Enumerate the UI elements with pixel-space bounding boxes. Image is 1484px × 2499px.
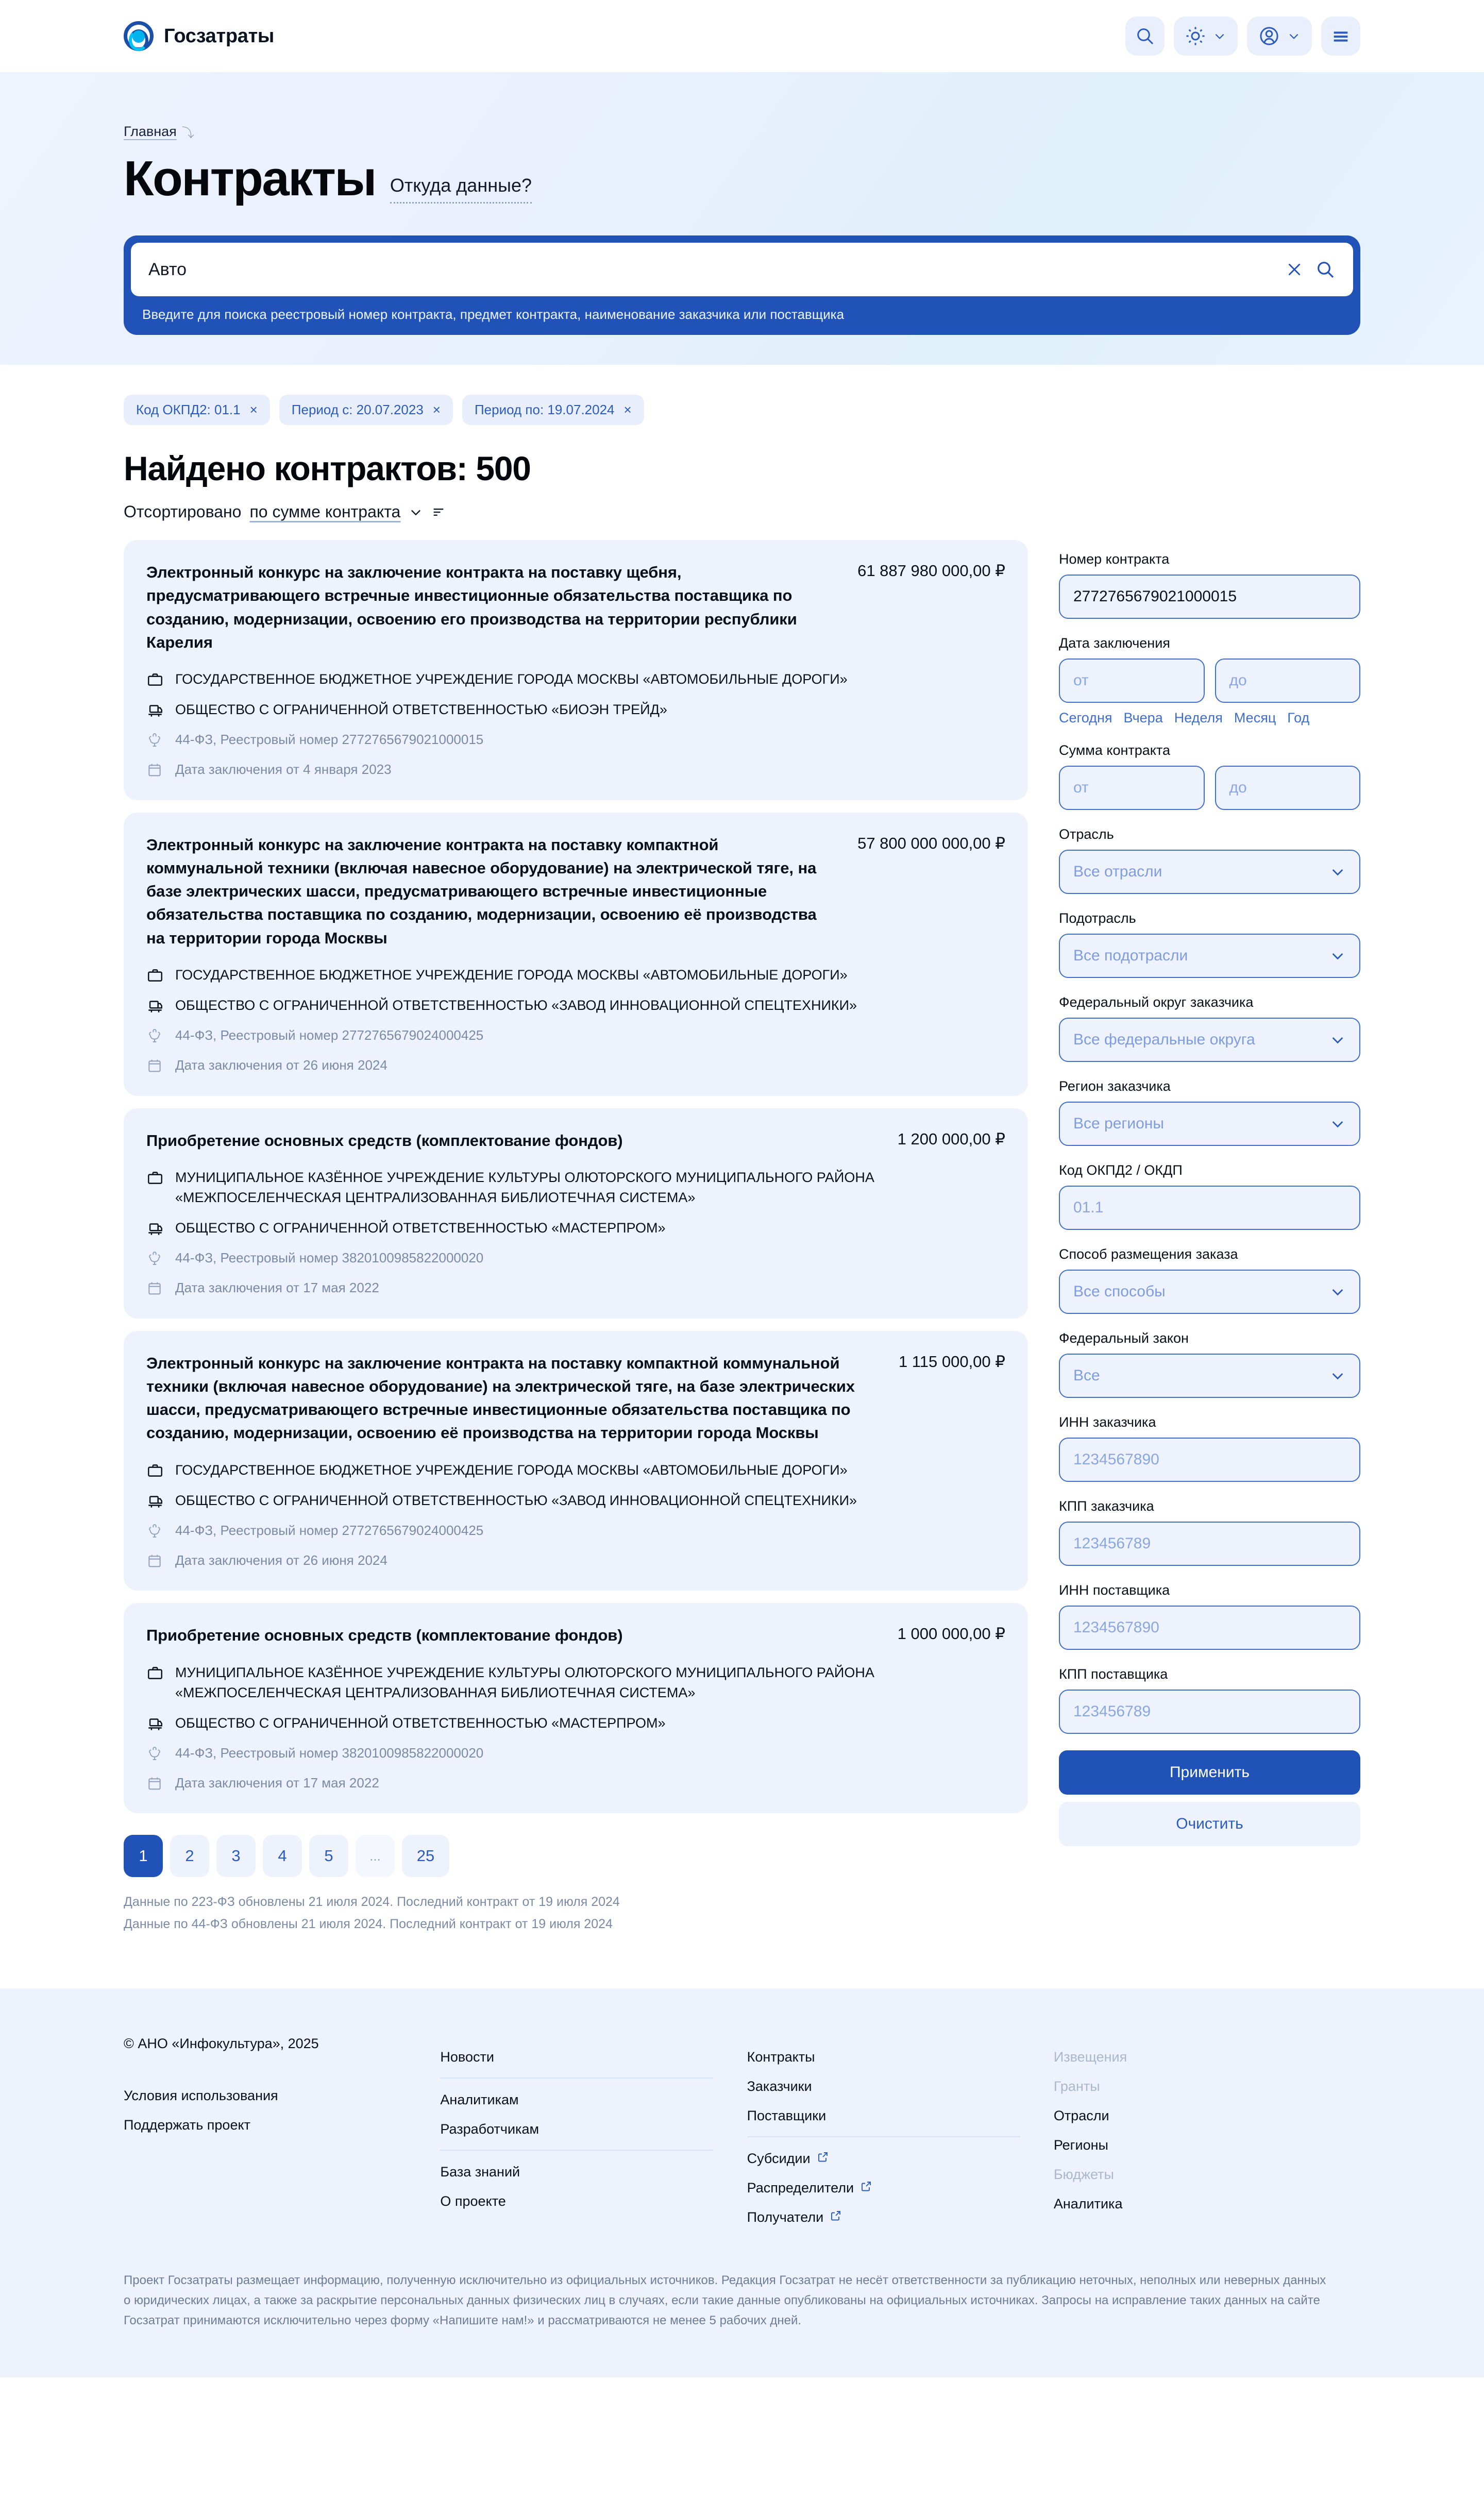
contract-card[interactable] (124, 1603, 1028, 1813)
footer-link[interactable] (747, 2065, 1054, 2095)
calendar-icon (146, 762, 164, 779)
contract-law-number: 44-ФЗ, Реестровый номер 3820100985822000020 (175, 1250, 484, 1266)
brand-name: Госзатраты (164, 25, 275, 47)
account-icon (1258, 25, 1280, 47)
footer-link-label: Поставщики (747, 2108, 827, 2124)
brand-logo[interactable] (124, 21, 274, 51)
filter-customer-inn (1059, 1414, 1360, 1482)
contract-customer-row (146, 1663, 1005, 1703)
supplier-name[interactable]: ОБЩЕСТВО С ОГРАНИЧЕННОЙ ОТВЕТСТВЕННОСТЬЮ «ЗАВОД ИННОВАЦИОННОЙ СПЕЦТЕХНИКИ» (175, 998, 857, 1014)
contract-supplier-row (146, 995, 1005, 1016)
placeholder-text: 1234567890 (1073, 1619, 1159, 1636)
filter-label: КПП заказчика (1059, 1498, 1154, 1514)
page-body (0, 365, 1484, 1932)
contract-customer-row (146, 669, 1005, 689)
contract-date-row (146, 760, 1005, 780)
factory-icon (146, 1492, 164, 1510)
filter-customer-kpp (1059, 1498, 1360, 1566)
filter-federal-district (1059, 994, 1360, 1062)
footer-link[interactable] (747, 2137, 1054, 2167)
filter-chip[interactable] (279, 395, 453, 425)
contract-law-row (146, 1248, 1005, 1268)
filter-label: Код ОКПД2 / ОКДП (1059, 1162, 1183, 1178)
customer-name[interactable]: ГОСУДАРСТВЕННОЕ БЮДЖЕТНОЕ УЧРЕЖДЕНИЕ ГОРОДА МОСКВЫ «АВТОМОБИЛЬНЫЕ ДОРОГИ» (175, 1462, 848, 1478)
chip-label: Период с: 20.07.2023 (291, 402, 424, 417)
supplier-kpp-input[interactable] (1059, 1690, 1360, 1734)
select-value: Все федеральные округа (1073, 1031, 1255, 1048)
footer-link[interactable] (440, 2036, 747, 2065)
chevron-down-icon (1329, 948, 1346, 964)
footer-link-label: Аналитика (1053, 2196, 1123, 2212)
account-menu[interactable] (1247, 16, 1312, 56)
customer-kpp-input[interactable] (1059, 1522, 1360, 1566)
chevron-down-icon (1329, 1284, 1346, 1300)
select-value: Все регионы (1073, 1115, 1164, 1132)
contract-card[interactable] (124, 1108, 1028, 1319)
footer-link[interactable] (440, 2079, 747, 2108)
pagination-page[interactable]: 5 (309, 1835, 348, 1877)
supplier-name[interactable]: ОБЩЕСТВО С ОГРАНИЧЕННОЙ ОТВЕТСТВЕННОСТЬЮ «ЗАВОД ИННОВАЦИОННОЙ СПЕЦТЕХНИКИ» (175, 1492, 857, 1508)
search-icon (1135, 26, 1155, 46)
footer-link[interactable] (440, 2108, 747, 2137)
contract-title[interactable]: Приобретение основных средств (комплектование фондов) (146, 1626, 623, 1645)
filter-label: Подотрасль (1059, 910, 1136, 926)
footer-link[interactable] (1054, 2153, 1360, 2183)
footer-link[interactable] (440, 2151, 747, 2180)
region-select[interactable] (1059, 1102, 1360, 1146)
footer-link-label: Субсидии (747, 2151, 811, 2167)
page-footer (0, 1988, 1484, 2377)
contract-number-input[interactable]: 2772765679021000015 (1059, 575, 1360, 619)
footer-link-label: Извещения (1053, 2049, 1127, 2065)
contract-law-number: 44-ФЗ, Реестровый номер 2772765679024000425 (175, 1522, 484, 1538)
customer-name[interactable]: ГОСУДАРСТВЕННОЕ БЮДЖЕТНОЕ УЧРЕЖДЕНИЕ ГОРОДА МОСКВЫ «АВТОМОБИЛЬНЫЕ ДОРОГИ» (175, 967, 848, 983)
footer-link-label: Контракты (747, 2049, 815, 2065)
contract-supplier-row (146, 1713, 1005, 1733)
footer-link-label: Регионы (1053, 2137, 1108, 2153)
placeholder-text: до (1229, 779, 1247, 796)
sort-order-icon[interactable] (431, 505, 446, 519)
emblem-icon (146, 732, 164, 749)
footer-link-label: Отрасли (1053, 2108, 1109, 2124)
footer-link-label: Условия использования (124, 2088, 278, 2104)
chip-remove-icon[interactable]: × (623, 402, 632, 417)
customer-name[interactable]: МУНИЦИПАЛЬНОЕ КАЗЁННОЕ УЧРЕЖДЕНИЕ КУЛЬТУРЫ ОЛЮТОРСКОГО МУНИЦИПАЛЬНОГО РАЙОНА «МЕЖПОСЕЛЕНЧЕСКАЯ ЦЕНТРАЛИЗОВАННАЯ БИБЛИОТЕЧНАЯ СИСТЕМА» (175, 1169, 874, 1205)
footer-link-label: Заказчики (747, 2079, 812, 2095)
contract-title[interactable]: Приобретение основных средств (комплектование фондов) (146, 1131, 623, 1150)
filter-conclusion-date (1059, 635, 1360, 726)
supplier-name[interactable]: ОБЩЕСТВО С ОГРАНИЧЕННОЙ ОТВЕТСТВЕННОСТЬЮ «БИОЭН ТРЕЙД» (175, 702, 667, 718)
pagination-page[interactable]: 3 (216, 1835, 256, 1877)
filter-industry (1059, 826, 1360, 894)
industry-select[interactable] (1059, 850, 1360, 894)
logo-icon (124, 21, 154, 51)
date-to-input[interactable] (1215, 658, 1361, 703)
contract-sum: 57 800 000 000,00 ₽ (857, 834, 1005, 852)
filter-chip[interactable] (462, 395, 644, 425)
contract-customer-row (146, 965, 1005, 985)
contract-date-row (146, 1774, 1005, 1793)
contract-sum: 1 000 000,00 ₽ (897, 1625, 1005, 1643)
footer-link[interactable] (747, 2196, 1054, 2225)
contract-law-row (146, 1026, 1005, 1045)
factory-icon (146, 1220, 164, 1237)
chevron-down-icon (1329, 864, 1346, 880)
sum-from-input[interactable] (1059, 766, 1205, 810)
select-value: Все способы (1073, 1283, 1166, 1300)
emblem-icon (146, 1250, 164, 1268)
filter-okpd (1059, 1162, 1360, 1230)
filter-label: Номер контракта (1059, 551, 1170, 567)
filter-contract-number (1059, 551, 1360, 619)
search-panel (124, 235, 1360, 334)
chip-remove-icon[interactable]: × (432, 402, 441, 417)
contract-law-number: 44-ФЗ, Реестровый номер 3820100985822000020 (175, 1745, 484, 1761)
contract-title[interactable]: Электронный конкурс на заключение контракта на поставку компактной коммунальной техники (включая навесное оборудование) на электрической тяге, на базе электрических шасси, предусматривающего встречные инвестиционные обязательства поставщика по созданию, модернизации, освоению её производства на территории города Москвы (146, 835, 817, 947)
placeholder-text: от (1073, 672, 1089, 689)
contract-card[interactable] (124, 813, 1028, 1096)
date-from-input[interactable] (1059, 658, 1205, 703)
header-actions (1125, 16, 1360, 56)
emblem-icon (146, 1523, 164, 1540)
footer-link[interactable] (1054, 2183, 1360, 2212)
data-source-link[interactable]: Откуда данные? (390, 175, 532, 204)
chip-label: Период по: 19.07.2024 (474, 402, 615, 417)
emblem-icon (146, 1027, 164, 1045)
briefcase-icon (146, 671, 164, 688)
filter-contract-sum (1059, 742, 1360, 810)
filter-label: Федеральный закон (1059, 1330, 1189, 1346)
federal-law-select[interactable] (1059, 1354, 1360, 1398)
data-update-notes (124, 1895, 1028, 1932)
date-quick-link[interactable]: Сегодня (1059, 710, 1112, 725)
contract-law-number: 44-ФЗ, Реестровый номер 2772765679021000015 (175, 732, 484, 748)
menu-button[interactable] (1321, 16, 1360, 56)
footer-link-label: Разработчикам (440, 2121, 539, 2137)
subindustry-select[interactable] (1059, 934, 1360, 978)
contract-law-row (146, 1521, 1005, 1541)
footer-link[interactable] (1054, 2095, 1360, 2124)
footer-column-legal (124, 2036, 440, 2225)
contract-law-row (146, 1744, 1005, 1763)
calendar-icon (146, 1057, 164, 1075)
footer-link[interactable] (440, 2180, 747, 2209)
breadcrumb-arrow-icon: ⤵ (181, 126, 194, 140)
date-quick-link[interactable]: Год (1287, 710, 1310, 725)
input-value: 01.1 (1073, 1199, 1104, 1216)
sun-icon (1185, 26, 1206, 46)
apply-filters-button[interactable]: Применить (1059, 1750, 1360, 1795)
chip-label: Код ОКПД2: 01.1 (136, 402, 241, 417)
filter-region (1059, 1078, 1360, 1146)
briefcase-icon (146, 1462, 164, 1479)
filter-order-method (1059, 1246, 1360, 1314)
calendar-icon (146, 1552, 164, 1570)
footer-link[interactable] (747, 2095, 1054, 2124)
factory-icon (146, 997, 164, 1015)
date-quick-link[interactable]: Вчера (1123, 710, 1163, 725)
contract-supplier-row (146, 1218, 1005, 1238)
footer-link-label: О проекте (440, 2193, 506, 2209)
placeholder-text: от (1073, 779, 1089, 796)
footer-link[interactable] (747, 2167, 1054, 2196)
chevron-down-icon (1213, 29, 1226, 43)
contract-law-number: 44-ФЗ, Реестровый номер 2772765679024000425 (175, 1027, 484, 1043)
page-title: Контракты (124, 151, 376, 206)
filter-label: ИНН поставщика (1059, 1582, 1170, 1598)
supplier-name[interactable]: ОБЩЕСТВО С ОГРАНИЧЕННОЙ ОТВЕТСТВЕННОСТЬЮ «МАСТЕРПРОМ» (175, 1220, 666, 1236)
contract-date-row (146, 1278, 1005, 1298)
date-quick-links (1059, 710, 1360, 726)
date-quick-link[interactable]: Неделя (1174, 710, 1223, 725)
filter-federal-law (1059, 1330, 1360, 1398)
results-list (124, 540, 1028, 1932)
clear-filters-button[interactable]: Очистить (1059, 1802, 1360, 1846)
sort-control (124, 502, 1360, 521)
chip-remove-icon[interactable]: × (249, 402, 258, 417)
footer-column-info (440, 2036, 747, 2225)
placeholder-text: 1234567890 (1073, 1451, 1159, 1468)
chevron-down-icon[interactable] (409, 505, 423, 519)
filter-label: Дата заключения (1059, 635, 1170, 651)
filter-label: Сумма контракта (1059, 742, 1170, 758)
search-submit-icon[interactable] (1315, 259, 1336, 280)
contract-date: Дата заключения от 4 января 2023 (175, 761, 392, 777)
footer-link[interactable] (124, 2074, 440, 2104)
theme-switcher[interactable] (1174, 16, 1238, 56)
pagination-page[interactable]: 2 (170, 1835, 209, 1877)
contract-customer-row (146, 1168, 1005, 1208)
footer-column-sections (747, 2036, 1054, 2225)
search-input-value[interactable]: Авто (148, 259, 187, 279)
select-value: Все отрасли (1073, 863, 1162, 880)
filter-label: КПП поставщика (1059, 1666, 1168, 1682)
supplier-name[interactable]: ОБЩЕСТВО С ОГРАНИЧЕННОЙ ОТВЕТСТВЕННОСТЬЮ «МАСТЕРПРОМ» (175, 1715, 666, 1731)
contract-sum: 61 887 980 000,00 ₽ (857, 562, 1005, 580)
contract-customer-row (146, 1460, 1005, 1480)
contract-card[interactable] (124, 1331, 1028, 1591)
footer-link[interactable] (124, 2104, 440, 2133)
filter-supplier-inn (1059, 1582, 1360, 1650)
briefcase-icon (146, 1169, 164, 1187)
filter-label: ИНН заказчика (1059, 1414, 1156, 1430)
placeholder-text: 123456789 (1073, 1535, 1151, 1552)
pagination-ellipsis: ... (356, 1835, 395, 1877)
pagination-page[interactable]: 25 (402, 1835, 449, 1877)
select-value: Все подотрасли (1073, 947, 1188, 964)
customer-inn-input[interactable] (1059, 1438, 1360, 1482)
order-method-select[interactable] (1059, 1270, 1360, 1314)
contract-card[interactable] (124, 540, 1028, 800)
okpd-input[interactable] (1059, 1186, 1360, 1230)
breadcrumb (124, 103, 1360, 141)
select-value: Все (1073, 1367, 1100, 1384)
contract-title[interactable]: Электронный конкурс на заключение контракта на поставку компактной коммунальной техники (включая навесное оборудование) на электрической тяге, на базе электрических шасси, предусматривающего встречные инвестиционные обязательства поставщика по созданию, модернизации, освоению её производства на территории города Москвы (146, 1354, 855, 1442)
search-hint: Введите для поиска реестровый номер контракта, предмет контракта, наименование заказчика или поставщика (142, 307, 845, 322)
external-link-icon (830, 2209, 842, 2222)
top-header (0, 0, 1484, 72)
contract-supplier-row (146, 1491, 1005, 1511)
emblem-icon (146, 1745, 164, 1763)
contract-date: Дата заключения от 26 июня 2024 (175, 1552, 387, 1568)
contract-date: Дата заключения от 26 июня 2024 (175, 1057, 387, 1073)
chevron-down-icon (1287, 29, 1301, 43)
contract-law-row (146, 730, 1005, 750)
factory-icon (146, 701, 164, 719)
filter-label: Федеральный округ заказчика (1059, 994, 1254, 1010)
copyright-text: © АНО «Инфокультура», 2025 (124, 2036, 319, 2052)
supplier-inn-input[interactable] (1059, 1606, 1360, 1650)
pagination-page[interactable]: 1 (124, 1835, 163, 1877)
footer-link-label: Поддержать проект (124, 2117, 250, 2133)
contract-date: Дата заключения от 17 мая 2022 (175, 1775, 379, 1791)
hero-section (0, 72, 1484, 365)
date-quick-link[interactable]: Месяц (1234, 710, 1276, 725)
briefcase-icon (146, 1664, 164, 1682)
footer-link[interactable] (1054, 2124, 1360, 2153)
filter-label: Отрасль (1059, 826, 1114, 842)
contract-supplier-row (146, 700, 1005, 720)
calendar-icon (146, 1280, 164, 1297)
search-icon-button[interactable] (1125, 16, 1165, 56)
footer-link-label: Получатели (747, 2209, 824, 2225)
sort-value[interactable]: по сумме контракта (249, 502, 401, 521)
placeholder-text: до (1229, 672, 1247, 689)
filter-chip[interactable] (124, 395, 270, 425)
contract-date-row (146, 1056, 1005, 1075)
footer-disclaimer: Проект Госзатраты размещает информацию, полученную исключительно из официальных источников. Редакция Госзатрат не несёт ответственности за публикацию неточных, неполных или неверных данных о юридических лицах, а также за раскрытие персональных данных физических лиц в случаях, если такие данные опубликованы на официальных источниках. Запросы на исправление таких данных на сайте Госзатрат принимаются исключительно через форму «Напишите нам!» и рассматриваются не менее 5 рабочих дней. (124, 2273, 1326, 2328)
footer-column-more (1054, 2036, 1360, 2225)
customer-name[interactable]: ГОСУДАРСТВЕННОЕ БЮДЖЕТНОЕ УЧРЕЖДЕНИЕ ГОРОДА МОСКВЫ «АВТОМОБИЛЬНЫЕ ДОРОГИ» (175, 671, 848, 687)
federal-district-select[interactable] (1059, 1018, 1360, 1062)
customer-name[interactable]: МУНИЦИПАЛЬНОЕ КАЗЁННОЕ УЧРЕЖДЕНИЕ КУЛЬТУРЫ ОЛЮТОРСКОГО МУНИЦИПАЛЬНОГО РАЙОНА «МЕЖПОСЕЛЕНЧЕСКАЯ ЦЕНТРАЛИЗОВАННАЯ БИБЛИОТЕЧНАЯ СИСТЕМА» (175, 1664, 874, 1700)
filter-label: Способ размещения заказа (1059, 1246, 1238, 1262)
search-field[interactable] (131, 243, 1353, 296)
chevron-down-icon (1329, 1116, 1346, 1132)
briefcase-icon (146, 967, 164, 984)
footer-link[interactable] (1054, 2036, 1360, 2065)
contract-date: Дата заключения от 17 мая 2022 (175, 1279, 379, 1295)
footer-link[interactable] (747, 2036, 1054, 2065)
chevron-down-icon (1329, 1367, 1346, 1384)
chevron-down-icon (1329, 1032, 1346, 1048)
contract-sum: 1 200 000,00 ₽ (897, 1129, 1005, 1148)
filter-subindustry (1059, 910, 1360, 978)
contract-title[interactable]: Электронный конкурс на заключение контракта на поставку щебня, предусматривающего встречные инвестиционные обязательства поставщика по созданию, модернизации, освоению его производства на территории республики Карелия (146, 563, 797, 651)
active-filter-chips (124, 365, 1360, 425)
external-link-icon (817, 2151, 829, 2163)
filters-sidebar (1059, 540, 1360, 1846)
hamburger-icon (1330, 26, 1351, 46)
calendar-icon (146, 1775, 164, 1793)
contract-sum: 1 115 000,00 ₽ (898, 1352, 1005, 1371)
filter-label: Регион заказчика (1059, 1078, 1171, 1094)
external-link-icon (860, 2180, 872, 2192)
footer-link-label: Бюджеты (1053, 2167, 1114, 2183)
footer-link[interactable] (1054, 2065, 1360, 2095)
footer-link-label: База знаний (440, 2164, 520, 2180)
filter-supplier-kpp (1059, 1666, 1360, 1734)
results-count-title: Найдено контрактов: 500 (124, 449, 531, 487)
placeholder-text: 123456789 (1073, 1703, 1151, 1720)
footer-link-label: Аналитикам (440, 2092, 519, 2108)
data-update-note: Данные по 44-ФЗ обновлены 21 июля 2024. Последний контракт от 19 июля 2024 (124, 1917, 613, 1932)
pagination-page[interactable]: 4 (263, 1835, 302, 1877)
footer-link-label: Новости (440, 2049, 494, 2065)
breadcrumb-home[interactable]: Главная (124, 124, 177, 139)
contract-date-row (146, 1551, 1005, 1571)
sum-to-input[interactable] (1215, 766, 1361, 810)
factory-icon (146, 1715, 164, 1732)
footer-link-label: Распределители (747, 2180, 854, 2196)
sort-prefix-label: Отсортировано (124, 502, 242, 521)
footer-link-label: Гранты (1053, 2079, 1100, 2095)
data-update-note: Данные по 223-ФЗ обновлены 21 июля 2024. Последний контракт от 19 июля 2024 (124, 1895, 620, 1910)
clear-icon[interactable] (1285, 260, 1304, 279)
pagination (124, 1835, 1028, 1877)
